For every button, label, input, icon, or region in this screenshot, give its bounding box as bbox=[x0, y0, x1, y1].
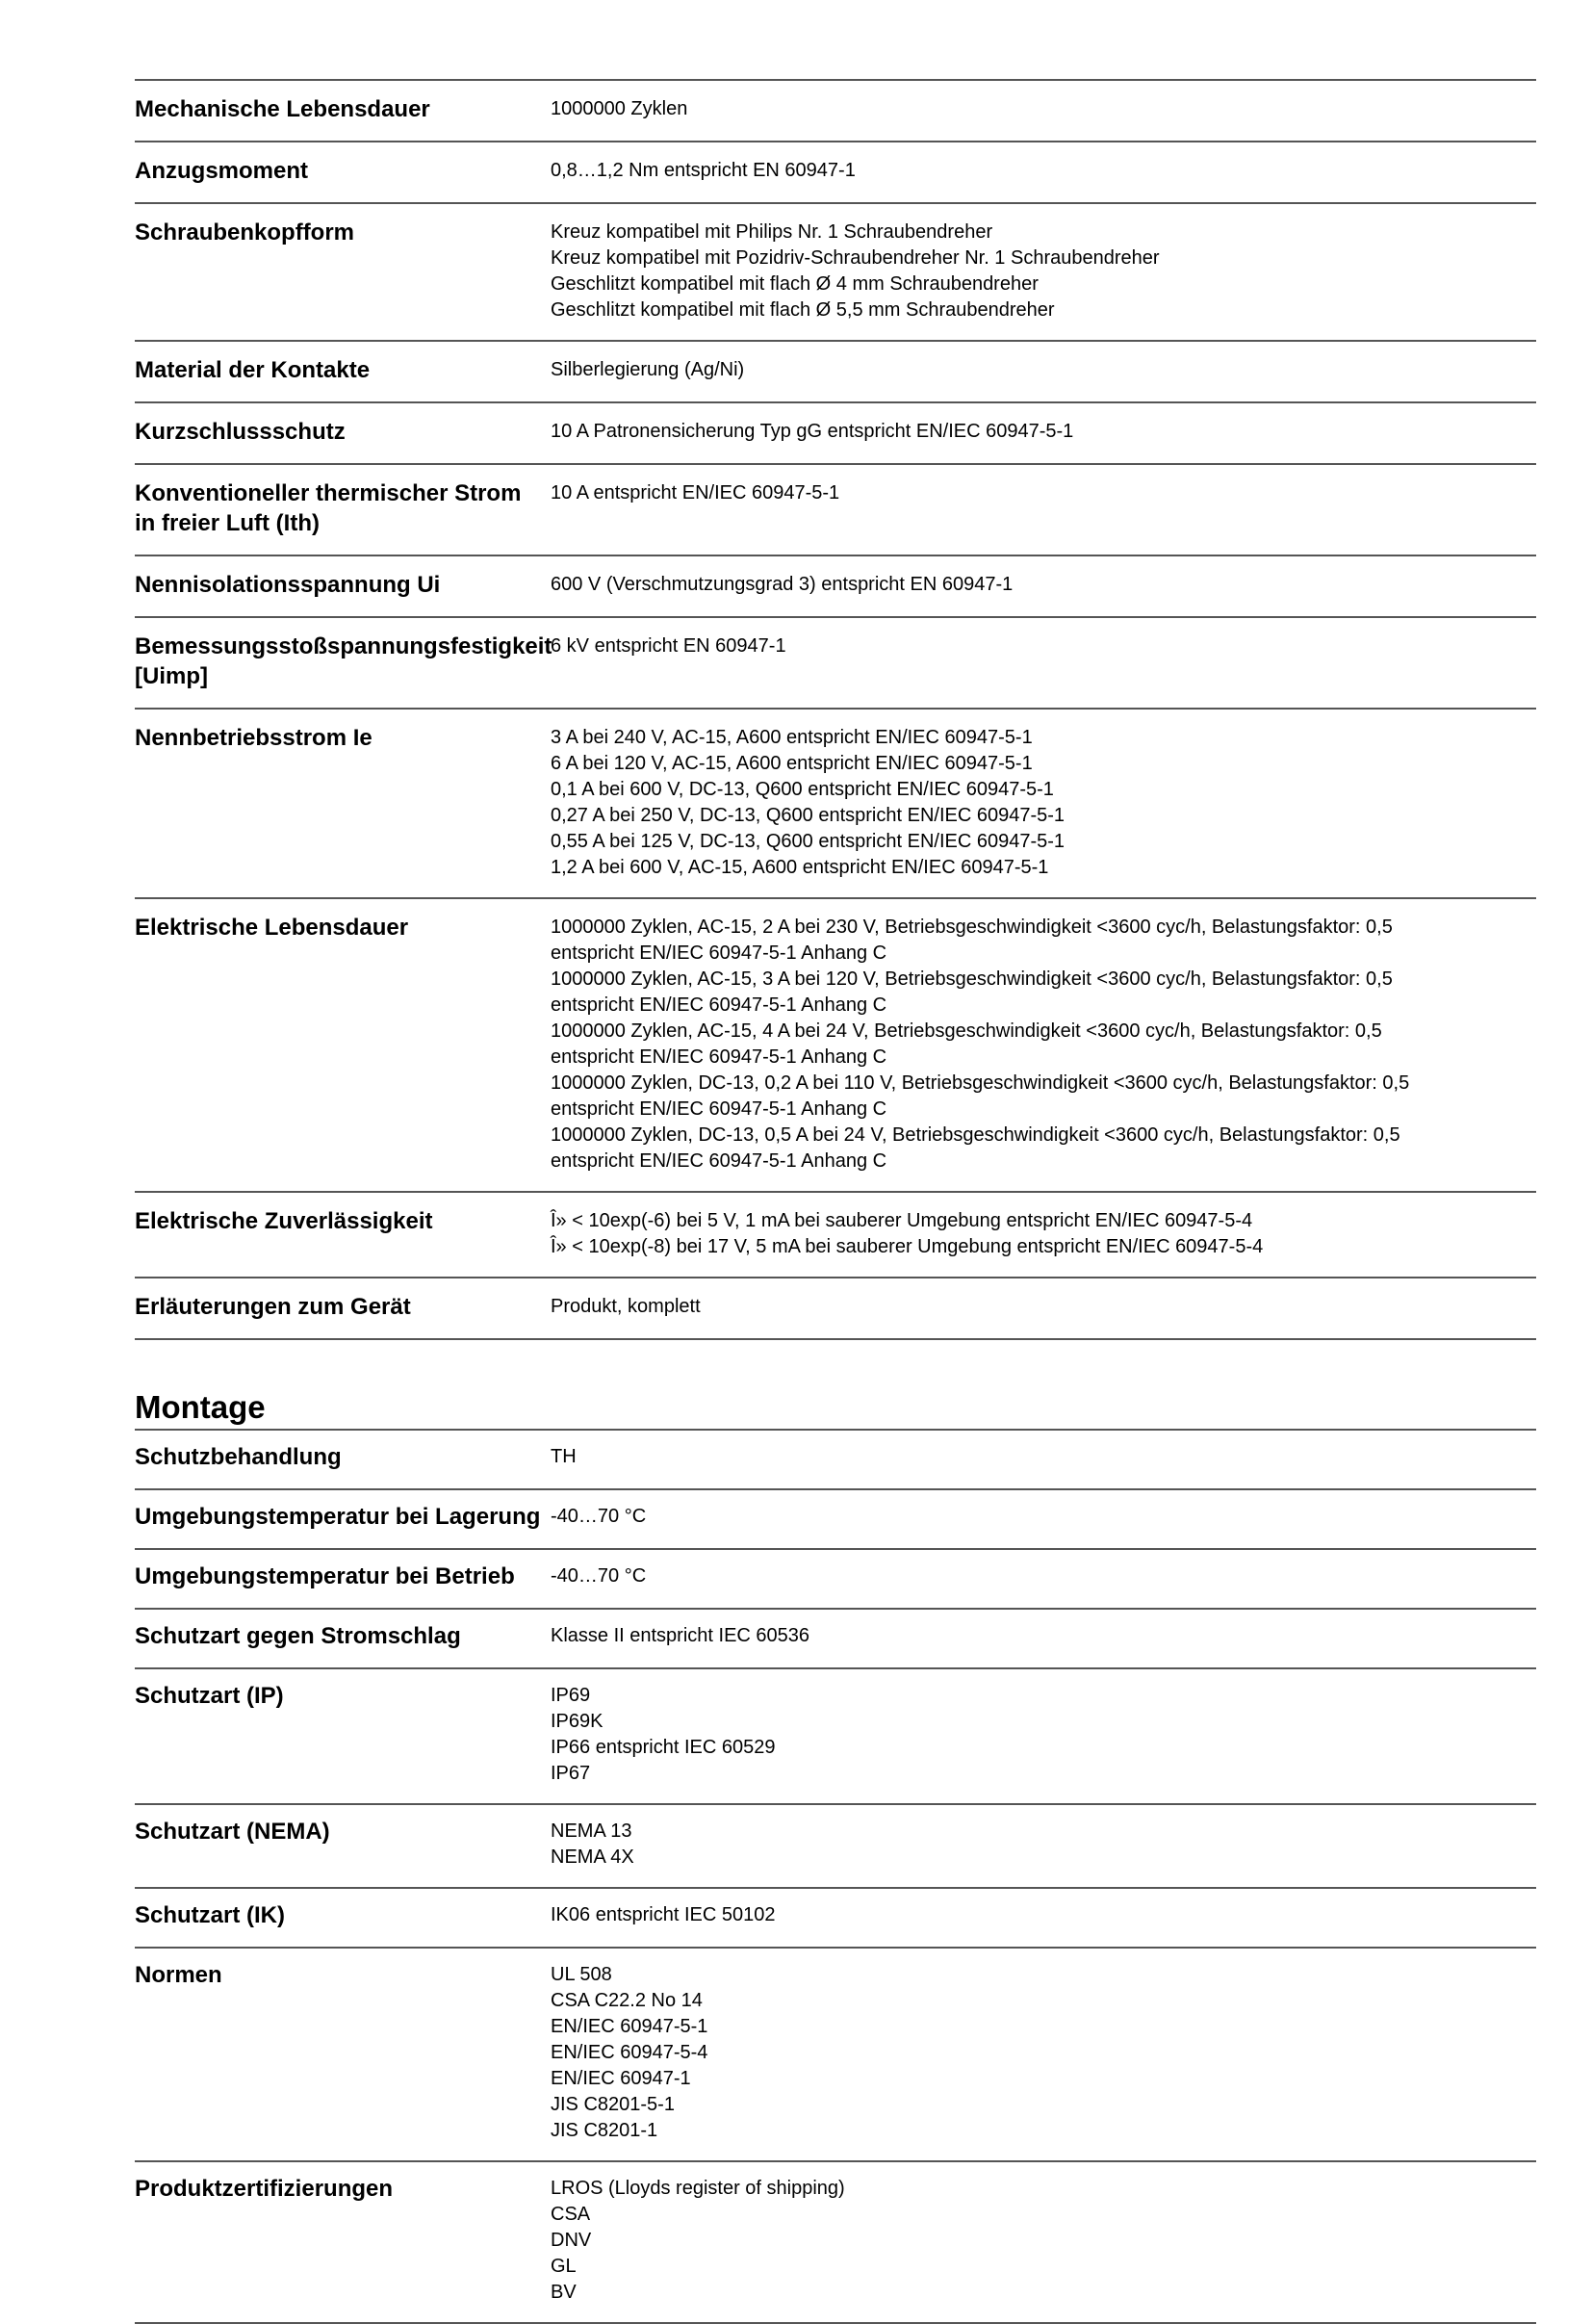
spec-label: Schutzart gegen Stromschlag bbox=[135, 1623, 461, 1649]
spec-value-line: -40…70 °C bbox=[551, 1506, 647, 1527]
spec-label: Umgebungstemperatur bei Betrieb bbox=[135, 1563, 515, 1589]
spec-value-line: UL 508 bbox=[551, 1964, 612, 1985]
spec-value-line: Kreuz kompatibel mit Philips Nr. 1 Schraubendreher bbox=[551, 221, 993, 243]
spec-label: Erläuterungen zum Gerät bbox=[135, 1294, 411, 1320]
spec-row bbox=[135, 1805, 1536, 1889]
spec-value-line: 6 A bei 120 V, AC-15, A600 entspricht EN/IEC 60947-5-1 bbox=[551, 753, 1033, 774]
spec-value-line: 1000000 Zyklen, DC-13, 0,2 A bei 110 V, Betriebsgeschwindigkeit <3600 cyc/h, Belastungsfaktor: 0,5 bbox=[551, 1072, 1410, 1094]
spec-label: Umgebungstemperatur bei Lagerung bbox=[135, 1504, 541, 1530]
spec-label: Schutzart (IK) bbox=[135, 1902, 285, 1928]
spec-value-line: 3 A bei 240 V, AC-15, A600 entspricht EN/IEC 60947-5-1 bbox=[551, 727, 1033, 748]
spec-row bbox=[135, 1669, 1536, 1805]
spec-row bbox=[135, 81, 1536, 142]
spec-value-line: LROS (Lloyds register of shipping) bbox=[551, 2178, 845, 2199]
spec-value bbox=[551, 92, 1536, 124]
spec-value-line: TH bbox=[551, 1446, 577, 1467]
spec-value-line: Silberlegierung (Ag/Ni) bbox=[551, 359, 745, 380]
spec-value-line: entspricht EN/IEC 60947-5-1 Anhang C bbox=[551, 1098, 887, 1120]
spec-value-line: JIS C8201-1 bbox=[551, 2120, 658, 2141]
spec-value-line: entspricht EN/IEC 60947-5-1 Anhang C bbox=[551, 1046, 887, 1068]
spec-value-line: -40…70 °C bbox=[551, 1565, 647, 1587]
spec-value-line: IP66 entspricht IEC 60529 bbox=[551, 1737, 776, 1758]
spec-table-montage bbox=[135, 1429, 1536, 2324]
spec-value-line: 10 A entspricht EN/IEC 60947-5-1 bbox=[551, 482, 840, 504]
spec-value-line: Klasse II entspricht IEC 60536 bbox=[551, 1625, 810, 1646]
spec-value-line: 1000000 Zyklen, DC-13, 0,5 A bei 24 V, Betriebsgeschwindigkeit <3600 cyc/h, Belastungsfaktor: 0,5 bbox=[551, 1124, 1400, 1146]
spec-label: Schutzart (IP) bbox=[135, 1683, 284, 1709]
spec-row bbox=[135, 1490, 1536, 1550]
spec-value-line: entspricht EN/IEC 60947-5-1 Anhang C bbox=[551, 994, 887, 1016]
spec-row bbox=[135, 556, 1536, 618]
datasheet-page bbox=[135, 79, 1536, 2324]
spec-value-line: 1000000 Zyklen, AC-15, 3 A bei 120 V, Betriebsgeschwindigkeit <3600 cyc/h, Belastungsfaktor: 0,5 bbox=[551, 968, 1393, 990]
spec-value-line: 0,8…1,2 Nm entspricht EN 60947-1 bbox=[551, 160, 856, 181]
spec-label: Schutzart (NEMA) bbox=[135, 1819, 330, 1845]
spec-value-line: NEMA 13 bbox=[551, 1820, 632, 1842]
spec-value-line: 1000000 Zyklen, AC-15, 2 A bei 230 V, Betriebsgeschwindigkeit <3600 cyc/h, Belastungsfaktor: 0,5 bbox=[551, 917, 1393, 938]
spec-value bbox=[551, 1679, 1536, 1787]
spec-row bbox=[135, 1949, 1536, 2162]
spec-value bbox=[551, 1898, 1536, 1930]
spec-value-line: Î» < 10exp(-8) bei 17 V, 5 mA bei sauberer Umgebung entspricht EN/IEC 60947-5-4 bbox=[551, 1236, 1264, 1257]
spec-table-electrical bbox=[135, 79, 1536, 1340]
spec-value-line: EN/IEC 60947-5-4 bbox=[551, 2042, 708, 2063]
spec-value bbox=[551, 1815, 1536, 1871]
spec-label: Bemessungsstoßspannungsfestigkeit [Uimp] bbox=[135, 633, 552, 689]
spec-label: Anzugsmoment bbox=[135, 158, 308, 184]
spec-row bbox=[135, 1610, 1536, 1669]
spec-row bbox=[135, 465, 1536, 556]
spec-value bbox=[551, 630, 1536, 691]
spec-label: Nennbetriebsstrom Ie bbox=[135, 725, 372, 751]
spec-value-line: entspricht EN/IEC 60947-5-1 Anhang C bbox=[551, 943, 887, 964]
spec-value bbox=[551, 1440, 1536, 1472]
spec-value-line: Produkt, komplett bbox=[551, 1296, 701, 1317]
spec-value bbox=[551, 216, 1536, 323]
spec-value-line: 600 V (Verschmutzungsgrad 3) entspricht EN 60947-1 bbox=[551, 574, 1014, 595]
spec-value bbox=[551, 911, 1536, 1175]
spec-row bbox=[135, 403, 1536, 465]
spec-value bbox=[551, 154, 1536, 186]
spec-value-line: Î» < 10exp(-6) bei 5 V, 1 mA bei sauberer Umgebung entspricht EN/IEC 60947-5-4 bbox=[551, 1210, 1253, 1231]
spec-row bbox=[135, 204, 1536, 342]
spec-value bbox=[551, 568, 1536, 600]
spec-value-line: BV bbox=[551, 2282, 577, 2303]
spec-value-line: JIS C8201-5-1 bbox=[551, 2094, 675, 2115]
spec-value bbox=[551, 1500, 1536, 1532]
spec-label: Mechanische Lebensdauer bbox=[135, 96, 430, 122]
section-title-montage: Montage bbox=[135, 1389, 266, 1425]
spec-value-line: Geschlitzt kompatibel mit flach Ø 4 mm Schraubendreher bbox=[551, 273, 1039, 295]
spec-value-line: CSA C22.2 No 14 bbox=[551, 1990, 703, 2011]
spec-value bbox=[551, 1619, 1536, 1651]
spec-value bbox=[551, 2172, 1536, 2306]
spec-label: Elektrische Zuverlässigkeit bbox=[135, 1208, 433, 1234]
spec-value-line: 0,1 A bei 600 V, DC-13, Q600 entspricht EN/IEC 60947-5-1 bbox=[551, 779, 1054, 800]
spec-value-line: NEMA 4X bbox=[551, 1846, 634, 1868]
spec-value bbox=[551, 1958, 1536, 2144]
spec-value-line: IP67 bbox=[551, 1763, 591, 1784]
spec-value-line: 0,27 A bei 250 V, DC-13, Q600 entspricht EN/IEC 60947-5-1 bbox=[551, 805, 1066, 826]
spec-row bbox=[135, 899, 1536, 1193]
spec-value bbox=[551, 1290, 1536, 1322]
spec-value-line: 1000000 Zyklen bbox=[551, 98, 688, 119]
spec-value-line: Kreuz kompatibel mit Pozidriv-Schraubendreher Nr. 1 Schraubendreher bbox=[551, 247, 1160, 269]
spec-value bbox=[551, 1204, 1536, 1260]
spec-label: Nennisolationsspannung Ui bbox=[135, 572, 441, 598]
spec-value-line: DNV bbox=[551, 2230, 592, 2251]
spec-value-line: 6 kV entspricht EN 60947-1 bbox=[551, 635, 786, 657]
spec-row bbox=[135, 1431, 1536, 1490]
spec-label: Schraubenkopfform bbox=[135, 219, 355, 245]
spec-value-line: EN/IEC 60947-5-1 bbox=[551, 2016, 708, 2037]
spec-row bbox=[135, 1550, 1536, 1610]
spec-value-line: IP69 bbox=[551, 1685, 591, 1706]
spec-value-line: 0,55 A bei 125 V, DC-13, Q600 entspricht EN/IEC 60947-5-1 bbox=[551, 831, 1066, 852]
spec-value bbox=[551, 1560, 1536, 1591]
spec-row bbox=[135, 1889, 1536, 1949]
spec-value bbox=[551, 353, 1536, 385]
spec-row bbox=[135, 710, 1536, 899]
spec-value-line: 1000000 Zyklen, AC-15, 4 A bei 24 V, Betriebsgeschwindigkeit <3600 cyc/h, Belastungsfaktor: 0,5 bbox=[551, 1020, 1382, 1042]
spec-row bbox=[135, 618, 1536, 710]
spec-value-line: EN/IEC 60947-1 bbox=[551, 2068, 691, 2089]
spec-value-line: IP69K bbox=[551, 1711, 603, 1732]
spec-label: Konventioneller thermischer Strom in freier Luft (Ith) bbox=[135, 480, 522, 536]
spec-row bbox=[135, 1278, 1536, 1340]
spec-row bbox=[135, 1193, 1536, 1278]
spec-value bbox=[551, 721, 1536, 881]
spec-label: Produktzertifizierungen bbox=[135, 2176, 394, 2202]
spec-label: Material der Kontakte bbox=[135, 357, 371, 383]
spec-row bbox=[135, 2162, 1536, 2324]
spec-value-line: entspricht EN/IEC 60947-5-1 Anhang C bbox=[551, 1150, 887, 1172]
spec-label: Schutzbehandlung bbox=[135, 1444, 342, 1470]
spec-row bbox=[135, 142, 1536, 204]
spec-value bbox=[551, 477, 1536, 538]
spec-row bbox=[135, 342, 1536, 403]
spec-value-line: 1,2 A bei 600 V, AC-15, A600 entspricht EN/IEC 60947-5-1 bbox=[551, 857, 1049, 878]
spec-value-line: IK06 entspricht IEC 50102 bbox=[551, 1904, 776, 1925]
spec-label: Normen bbox=[135, 1962, 222, 1988]
spec-value-line: 10 A Patronensicherung Typ gG entspricht EN/IEC 60947-5-1 bbox=[551, 421, 1074, 442]
spec-label: Kurzschlussschutz bbox=[135, 419, 346, 445]
spec-value-line: CSA bbox=[551, 2204, 591, 2225]
spec-value-line: Geschlitzt kompatibel mit flach Ø 5,5 mm Schraubendreher bbox=[551, 299, 1055, 321]
spec-value bbox=[551, 415, 1536, 447]
spec-label: Elektrische Lebensdauer bbox=[135, 915, 409, 941]
spec-value-line: GL bbox=[551, 2256, 577, 2277]
